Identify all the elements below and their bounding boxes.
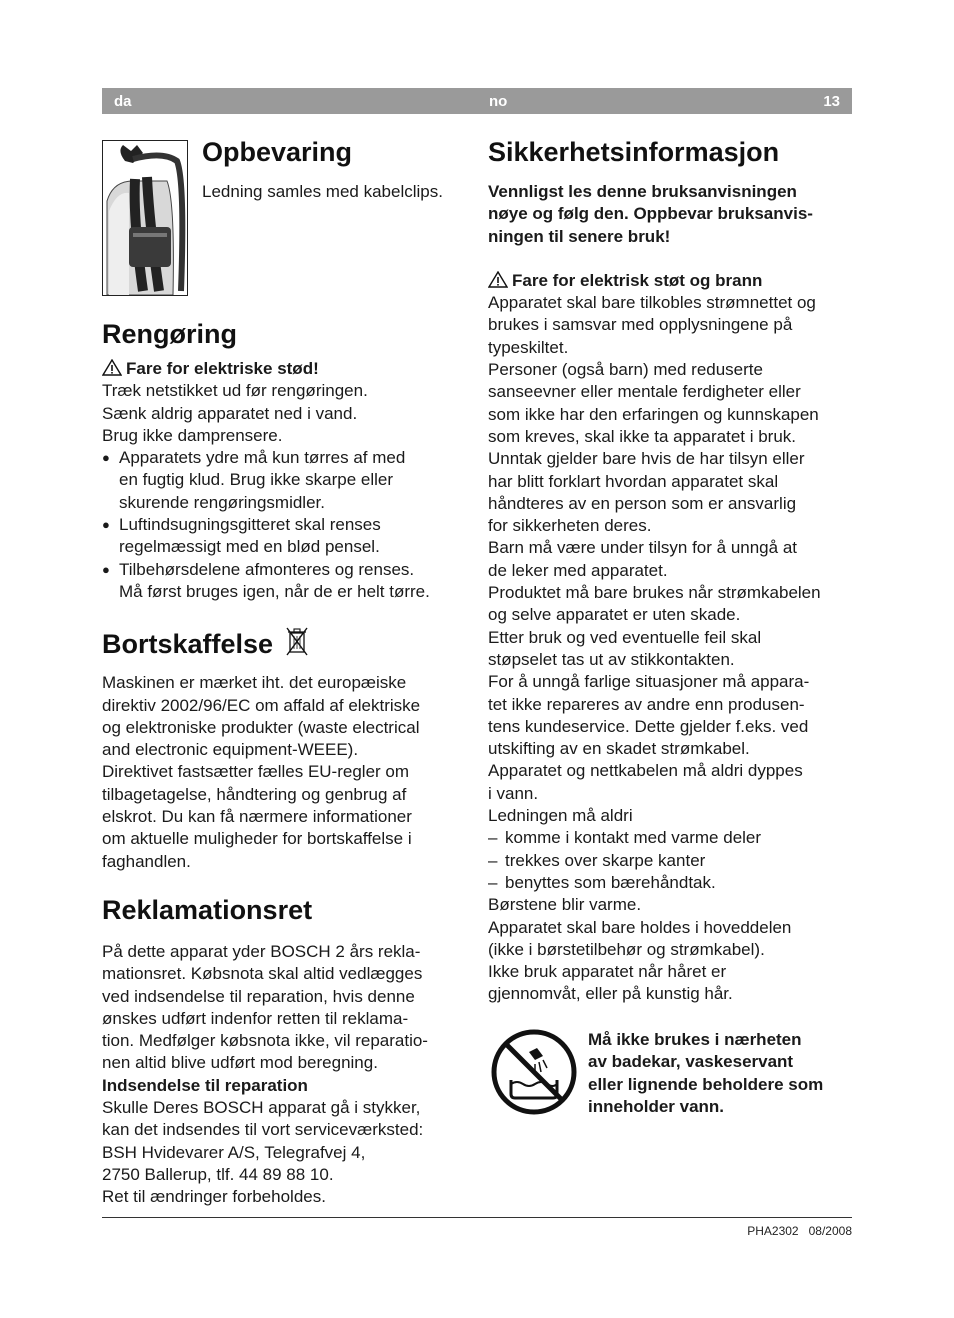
text-line: Barn må være under tilsyn for å unngå at — [488, 538, 797, 558]
text-line: Apparatet skal bare holdes i hoveddelen — [488, 917, 792, 937]
intro-text — [488, 181, 858, 248]
text-line: Direktivet fastsætter fælles EU-regler om — [102, 762, 410, 782]
cable-warnings-list — [488, 827, 858, 894]
text-line: av badekar, vaskeservant — [588, 1052, 794, 1072]
text-line: (ikke i børstetilbehør og strømkabel). — [488, 939, 765, 959]
text-line: Børstene blir varme. — [488, 895, 642, 915]
text-line: støpselet tas ut av stikkontakten. — [488, 649, 735, 669]
text-line: ningen til senere bruk! — [488, 226, 671, 246]
list-item: – komme i kontakt med varme deler — [488, 827, 858, 849]
text-line: for sikkerheten deres. — [488, 516, 652, 536]
no-water-note — [588, 1029, 858, 1118]
no-water-symbol — [489, 1028, 579, 1116]
rengoring-line: Træk netstikket ud før rengøringen. — [102, 381, 368, 401]
model-number: PHA2302 — [747, 1224, 799, 1238]
text-line: typeskiltet. — [488, 337, 569, 357]
bullet-line: skurende rengøringsmidler. — [119, 492, 325, 512]
text-line: håndteres av en person som er ansvarlig — [488, 493, 797, 513]
heading-opbevaring: Opbevaring — [202, 137, 353, 167]
text-line: På dette apparat yder BOSCH 2 års rekla- — [102, 941, 421, 961]
text-line: som ikke har den erfaringen og kunnskapen — [488, 404, 819, 424]
text-line: Skulle Deres BOSCH apparat gå i stykker, — [102, 1098, 421, 1118]
rengoring-bullets — [102, 447, 472, 603]
text-line: har blitt forklart hvordan apparatet skal — [488, 471, 779, 491]
footer — [747, 1224, 852, 1238]
text-line: og selve apparatet er uten skade. — [488, 605, 741, 625]
header-lang-left: da — [114, 93, 132, 110]
text-line: tion. Medfølger købsnota ikke, vil reparatio- — [102, 1031, 428, 1051]
text-line: mationsret. Købsnota skal altid vedlægges — [102, 964, 423, 984]
text-line: inneholder vann. — [588, 1096, 725, 1116]
text-line: eller lignende beholdere som — [588, 1074, 824, 1094]
left-column — [102, 318, 472, 1209]
heading-rengoring: Rengøring — [102, 319, 237, 349]
text-line: ønskes udført indenfor retten til reklama- — [102, 1008, 409, 1028]
warning-electric-shock — [102, 358, 472, 380]
text-line: Ret til ændringer forbeholdes. — [102, 1187, 326, 1207]
list-item — [102, 559, 472, 604]
text-line: kan det indsendes til vort serviceværksted: — [102, 1120, 424, 1140]
reklamationsret-body — [102, 941, 472, 1209]
text-line: For å unngå farlige situasjoner må appara- — [488, 672, 810, 692]
text-line: og elektroniske produkter (waste electrical — [102, 717, 420, 737]
text-line: Ikke bruk apparatet når håret er — [488, 962, 727, 982]
print-date: 08/2008 — [808, 1224, 852, 1238]
list-item — [102, 447, 472, 514]
text-line: 2750 Ballerup, tlf. 44 89 88 10. — [102, 1164, 334, 1184]
text-line: tens kundeservice. Dette gjelder f.eks. ved — [488, 716, 809, 736]
bullet-line: Tilbehørsdelene afmonteres og renses. — [119, 559, 415, 579]
text-line: Vennligst les denne bruksanvisningen — [488, 182, 797, 201]
footer-rule — [102, 1217, 852, 1218]
text-line: Må ikke brukes i nærheten — [588, 1030, 802, 1049]
text-line: Produktet må bare brukes når strømkabelen — [488, 583, 821, 603]
header-bar — [102, 88, 852, 114]
text-line: sanseevner eller mentale ferdigheter eller — [488, 382, 801, 402]
rengoring-line: Brug ikke damprensere. — [102, 425, 283, 445]
list-item: – trekkes over skarpe kanter — [488, 850, 858, 872]
safety-body — [488, 292, 858, 1006]
weee-crossed-bin-icon — [285, 625, 309, 657]
text-line: nøye og følg den. Oppbevar bruksanvis- — [488, 204, 813, 224]
warning-text: Fare for elektrisk støt og brann — [512, 270, 763, 290]
header-lang-center: no — [489, 93, 508, 110]
bullet-line: regelmæssigt med en blød pensel. — [119, 537, 380, 557]
list-item — [102, 514, 472, 559]
text-line: Maskinen er mærket iht. det europæiske — [102, 673, 407, 693]
page-number: 13 — [823, 93, 840, 110]
heading-sikkerhetsinformasjon: Sikkerhetsinformasjon — [488, 137, 780, 167]
warning-triangle-icon — [488, 271, 508, 288]
text-line: Apparatet og nettkabelen må aldri dyppes — [488, 761, 803, 781]
text-line: Personer (også barn) med reduserte — [488, 360, 763, 380]
warning-triangle-icon — [102, 359, 122, 376]
section-opbevaring — [202, 136, 472, 203]
text-line: gjennomvåt, eller på kunstig hår. — [488, 984, 733, 1004]
text-line: de leker med apparatet. — [488, 560, 668, 580]
text-line: om aktuelle muligheder for bortskaffelse i — [102, 829, 412, 849]
bullet-line: Luftindsugningsgitteret skal renses — [119, 515, 381, 535]
text-line: tilbagetagelse, håndtering og genbrug af — [102, 784, 407, 804]
text-line: ved indsendelse til reparation, hvis denne — [102, 986, 415, 1006]
storage-illustration — [102, 140, 188, 296]
text-line: som kreves, skal ikke ta apparatet i bruk. — [488, 426, 797, 446]
heading-reklamationsret: Reklamationsret — [102, 894, 313, 925]
text-line: brukes i samsvar med opplysningene på — [488, 315, 793, 335]
text-line: i vann. — [488, 783, 539, 803]
list-item: – benyttes som bærehåndtak. — [488, 872, 858, 894]
text-line: Ledningen må aldri — [488, 806, 633, 826]
heading-bortskaffelse — [102, 625, 472, 660]
opbevaring-text: Ledning samles med kabelclips. — [202, 182, 443, 201]
warning-shock-fire — [488, 270, 858, 292]
text-line: utskifting av en skadet strømkabel. — [488, 739, 750, 759]
warning-text: Fare for elektriske stød! — [126, 359, 319, 378]
right-column — [488, 136, 858, 1006]
bullet-line: Apparatets ydre må kun tørres af med — [119, 448, 406, 468]
text-line: Unntak gjelder bare hvis de har tilsyn eller — [488, 449, 805, 469]
text-line: BSH Hvidevarer A/S, Telegrafvej 4, — [102, 1142, 366, 1162]
text-line: direktiv 2002/96/EC om affald af elektriske — [102, 695, 421, 715]
rengoring-line: Sænk aldrig apparatet ned i vand. — [102, 403, 358, 423]
bullet-line: en fugtig klud. Brug ikke skarpe eller — [119, 470, 394, 490]
text-line: faghandlen. — [102, 851, 191, 871]
heading-bortskaffelse-text: Bortskaffelse — [102, 629, 274, 660]
text-line: Apparatet skal bare tilkobles strømnettet og — [488, 293, 816, 313]
bortskaffelse-body — [102, 672, 472, 873]
text-line: elskrot. Du kan få nærmere informationer — [102, 807, 412, 827]
text-line: and electronic equipment-WEEE). — [102, 740, 359, 760]
text-line: Etter bruk og ved eventuelle feil skal — [488, 627, 762, 647]
text-line: nen altid blive udført mod beregning. — [102, 1053, 378, 1073]
subheading-repair: Indsendelse til reparation — [102, 1075, 308, 1095]
bullet-line: Må først bruges igen, når de er helt tørre. — [119, 581, 430, 601]
text-line: tet ikke repareres av andre enn produsen- — [488, 694, 805, 714]
